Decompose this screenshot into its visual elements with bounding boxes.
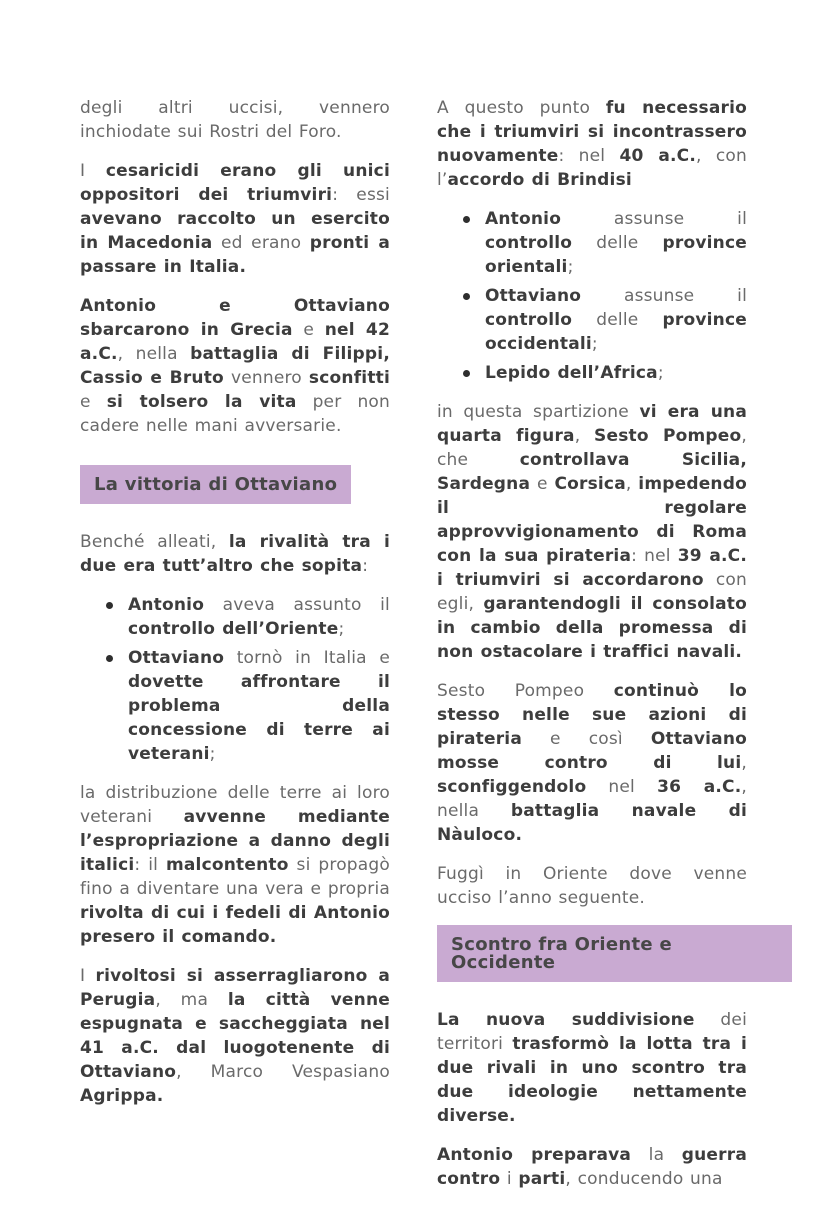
body-text: con egli, <box>437 570 747 614</box>
bold-text: la città venne espugnata e saccheggiata nel 41 a.C. dal luogotenente di Ottaviano <box>80 990 390 1082</box>
bold-text: Sesto Pompeo <box>594 426 742 446</box>
right-column <box>437 96 747 1206</box>
paragraph <box>80 159 390 279</box>
bold-text: 36 a.C. <box>657 777 742 797</box>
body-text: , ma <box>155 990 228 1010</box>
paragraph <box>80 294 390 438</box>
bold-text: Antonio preparava <box>437 1145 632 1165</box>
bold-text: controllo <box>485 310 573 330</box>
bold-text: la rivalità tra i due era tutt’altro che sopita <box>80 532 390 576</box>
paragraph <box>437 96 747 192</box>
bold-text: dovette affrontare il problema della concessione di terre ai veterani <box>128 672 390 764</box>
bold-text: avevano raccolto un esercito in Macedonia <box>80 209 390 253</box>
body-text: , nella <box>437 777 747 821</box>
body-text: e <box>530 474 555 494</box>
bold-text: garantendogli il consolato in cambio della promessa di non ostacolare i traffici navali. <box>437 594 747 662</box>
body-text: Fuggì in Oriente dove venne ucciso l’anno seguente. <box>437 864 747 908</box>
body-text: i <box>500 1169 519 1189</box>
body-text: , conducendo una <box>565 1169 723 1189</box>
body-text: assunse il <box>561 209 747 229</box>
bold-text: avvenne mediante l’espropriazione a danno degli italici <box>80 807 390 875</box>
section-heading: Scontro fra Oriente e Occidente <box>437 925 792 982</box>
paragraph <box>80 964 390 1108</box>
list-item <box>128 593 390 641</box>
bold-text: province occidentali <box>485 310 747 354</box>
body-text: aveva assunto il <box>204 595 390 615</box>
body-text: ; <box>591 334 598 354</box>
bullet-list <box>437 207 747 385</box>
bold-text: Antonio <box>128 595 205 615</box>
body-text: : essi <box>332 185 390 205</box>
body-text: la distribuzione delle terre ai loro veterani <box>80 783 390 827</box>
bold-text: nel 42 a.C. <box>80 320 390 364</box>
body-text: , nella <box>117 344 191 364</box>
bold-text: controllo dell’Oriente <box>128 619 339 639</box>
body-text: tornò in Italia e <box>224 648 390 668</box>
bold-text: cesaricidi erano gli unici oppositori dei triumviri <box>80 161 390 205</box>
bold-text: province orientali <box>485 233 747 277</box>
body-text: , che <box>437 426 747 470</box>
body-text: Sesto Pompeo <box>437 681 614 701</box>
bold-text: battaglia navale di Nàuloco. <box>437 801 747 845</box>
bold-text: impedendo il regolare approvvigionamento di Roma con la sua pirateria <box>437 474 747 566</box>
body-text: e così <box>522 729 651 749</box>
list-item <box>485 284 747 356</box>
body-text: Benché alleati, <box>80 532 229 552</box>
body-text: in questa spartizione <box>437 402 640 422</box>
bold-text: accordo di Brindisi <box>447 170 632 190</box>
bold-text: sconfiggendolo <box>437 777 587 797</box>
body-text: , <box>625 474 639 494</box>
body-text: assunse il <box>581 286 747 306</box>
bold-text: Ottaviano mosse contro di lui <box>437 729 747 773</box>
paragraph <box>80 96 390 144</box>
body-text: I <box>80 161 106 181</box>
bold-text: rivolta di cui i fedeli di Antonio presero il comando. <box>80 903 390 947</box>
body-text: per non cadere nelle mani avversarie. <box>80 392 391 436</box>
bullet-list <box>80 593 390 766</box>
body-text: , <box>574 426 595 446</box>
paragraph <box>437 1143 747 1191</box>
body-text: ed erano <box>212 233 310 253</box>
bold-text: malcontento <box>165 855 289 875</box>
paragraph <box>437 679 747 847</box>
bold-text: Lepido dell’Africa <box>485 363 658 383</box>
body-text: ; <box>567 257 574 277</box>
bold-text: Corsica <box>554 474 626 494</box>
body-text: , Marco Vespasiano <box>176 1062 390 1082</box>
bold-text: parti <box>518 1169 566 1189</box>
bold-text: vi era una quarta figura <box>437 402 747 446</box>
bold-text: La nuova suddivisione <box>437 1010 695 1030</box>
bold-text: sconfitti <box>308 368 391 388</box>
paragraph <box>80 781 390 949</box>
body-text: : il <box>134 855 166 875</box>
bold-text: Antonio <box>485 209 562 229</box>
body-text: delle <box>572 310 663 330</box>
bold-text: guerra contro <box>437 1145 748 1189</box>
body-text: degli altri uccisi, vennero inchiodate sui Rostri del Foro. <box>80 98 390 142</box>
body-text: nel <box>586 777 658 797</box>
bold-text: 40 a.C. <box>619 146 696 166</box>
body-text: ; <box>209 744 216 764</box>
body-text: delle <box>572 233 663 253</box>
body-text: , <box>741 753 747 773</box>
bold-text: Ottaviano <box>485 286 582 306</box>
body-text: , con l’ <box>437 146 747 190</box>
bold-text: continuò lo stesso nelle sue azioni di pirateria <box>437 681 747 749</box>
bold-text: battaglia di Filippi, Cassio e Bruto <box>80 344 390 388</box>
bold-text: fu necessario che i triumviri si incontrassero nuovamente <box>437 98 747 166</box>
body-text: : nel <box>558 146 620 166</box>
body-text: si propagò fino a diventare una vera e propria <box>80 855 390 899</box>
list-item <box>485 361 747 385</box>
body-text: vennero <box>223 368 309 388</box>
bold-text: Ottaviano <box>128 648 225 668</box>
body-text: ; <box>338 619 345 639</box>
paragraph <box>437 862 747 910</box>
list-item <box>128 646 390 766</box>
body-text: e <box>80 392 107 412</box>
left-column <box>80 96 390 1206</box>
body-text: la <box>631 1145 682 1165</box>
body-text: : <box>362 556 369 576</box>
bold-text: Agrippa. <box>80 1086 164 1106</box>
paragraph <box>437 1008 747 1128</box>
paragraph <box>80 530 390 578</box>
bold-text: Antonio e Ottaviano sbarcarono in Grecia <box>80 296 390 340</box>
bold-text: pronti a passare in Italia. <box>80 233 390 277</box>
body-text: ; <box>657 363 664 383</box>
body-text: A questo punto <box>437 98 606 118</box>
body-text: : nel <box>631 546 678 566</box>
bold-text: controllava Sicilia, Sardegna <box>437 450 747 494</box>
bold-text: 39 a.C. i triumviri si accordarono <box>437 546 747 590</box>
section-heading: La vittoria di Ottaviano <box>80 465 351 504</box>
bold-text: controllo <box>485 233 573 253</box>
body-text: e <box>292 320 325 340</box>
bold-text: si tolsero la vita <box>106 392 297 412</box>
body-text: dei territori <box>437 1010 747 1054</box>
list-item <box>485 207 747 279</box>
body-text: I <box>80 966 96 986</box>
paragraph <box>437 400 747 664</box>
bold-text: rivoltosi si asserragliarono a Perugia <box>80 966 390 1010</box>
bold-text: trasformò la lotta tra i due rivali in uno scontro tra due ideologie nettamente diverse. <box>437 1034 747 1126</box>
